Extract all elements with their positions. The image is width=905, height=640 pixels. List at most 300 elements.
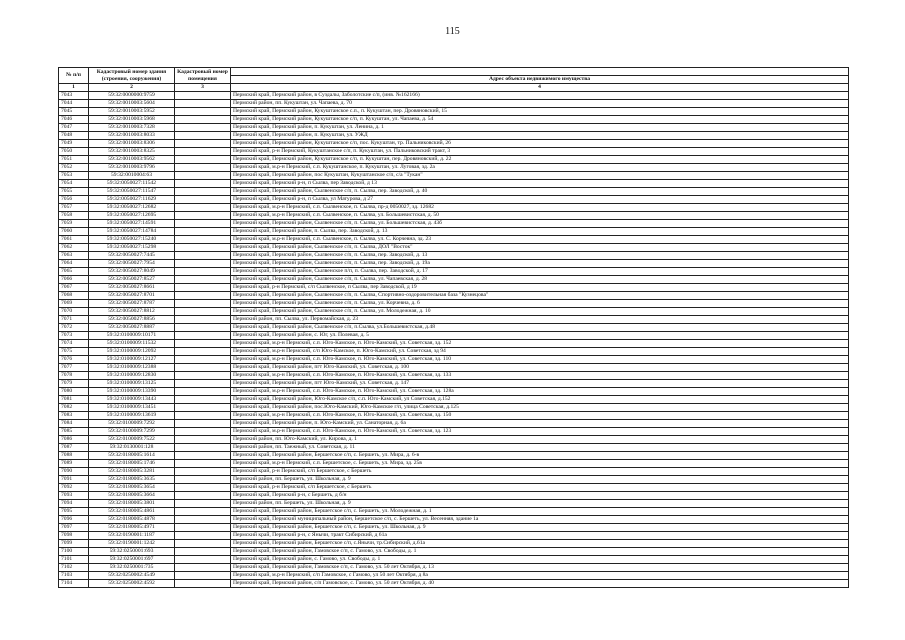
header-num: № п/п bbox=[59, 68, 89, 84]
cell-address: Пермский край, Пермский муниципальный район, Бершетское с/п, с. Бершеть, ул. Весенняя, здание 1а bbox=[231, 516, 849, 524]
table-row bbox=[59, 436, 849, 444]
cell-num: 7104 bbox=[59, 580, 89, 588]
table-row bbox=[59, 284, 849, 292]
cell-cadastral-building: 59:32:0050027:7445 bbox=[89, 252, 175, 260]
table-row bbox=[59, 532, 849, 540]
cell-cadastral-room bbox=[175, 308, 231, 316]
cell-address: Пермский край, Пермский район, Сылвенское с/п, п. Сылва, Спортивно-оздоровительная база "Кузнецова" bbox=[231, 292, 849, 300]
table-row bbox=[59, 252, 849, 260]
cell-cadastral-building: 59:32:0010003:9796 bbox=[89, 164, 175, 172]
cell-address: Пермский край, Пермский район, Кукуштанское с/п, пос. Кукуштан, тр. Пальниковский, 26 bbox=[231, 140, 849, 148]
cell-address: Пермский край, Пермский район, Сылвенское п/п, п. Сылва, пер. Заводской, д. 17 bbox=[231, 268, 849, 276]
cell-num: 7097 bbox=[59, 524, 89, 532]
table-body bbox=[59, 92, 849, 588]
cell-address: Пермский край, Пермский район, пос.Юго-Камский, Юго-Камское г/п, улица Советская, д.125 bbox=[231, 404, 849, 412]
table-row bbox=[59, 148, 849, 156]
cell-cadastral-room bbox=[175, 412, 231, 420]
cell-address: Пермский край, Пермский район, Гамовское с/п, с. Гамово, ул. 50 лет Октября, д. 13 bbox=[231, 564, 849, 572]
table-row bbox=[59, 468, 849, 476]
cell-num: 7063 bbox=[59, 252, 89, 260]
cell-num: 7055 bbox=[59, 188, 89, 196]
cell-num: 7085 bbox=[59, 428, 89, 436]
cell-cadastral-room bbox=[175, 180, 231, 188]
table-row bbox=[59, 308, 849, 316]
cell-num: 7073 bbox=[59, 332, 89, 340]
cell-num: 7080 bbox=[59, 388, 89, 396]
cell-address: Пермский край, Пермский р-н, п Сылва, ул Матурова, д 27 bbox=[231, 196, 849, 204]
table-row bbox=[59, 188, 849, 196]
cell-address: Пермский край, р-н Пермский, Кукуштанское с/п, п. Кукуштан, ул. Пальниковский тракт, 3 bbox=[231, 148, 849, 156]
table-row bbox=[59, 364, 849, 372]
cell-num: 7056 bbox=[59, 196, 89, 204]
cell-cadastral-room bbox=[175, 580, 231, 588]
table-row bbox=[59, 548, 849, 556]
cell-address: Пермский край, Пермский район, п. Юго-Камский, ул. Санаторная, д. 6а bbox=[231, 420, 849, 428]
table-row bbox=[59, 460, 849, 468]
column-number: 4 bbox=[231, 84, 849, 92]
cell-cadastral-building: 59:32:0100009:13443 bbox=[89, 396, 175, 404]
cell-num: 7092 bbox=[59, 484, 89, 492]
cell-cadastral-building: 59:32:0050027:15298 bbox=[89, 244, 175, 252]
cell-num: 7048 bbox=[59, 132, 89, 140]
cell-cadastral-building: 59:32:0100009:11532 bbox=[89, 340, 175, 348]
cell-address: Пермский край, м.р-н Пермский, с.п. Сылвенское, п. Сылва, ул. Большевистская, д. 50 bbox=[231, 212, 849, 220]
table-row bbox=[59, 476, 849, 484]
cell-address: Пермский край, Пермский район, Сылвенское с/п, п. Сылва, пер. Заводской, д. 40 bbox=[231, 188, 849, 196]
cell-address: Пермский край, Пермский район, Сылвенское с/п, п. Сылва, ул. Молодежная, д. 10 bbox=[231, 308, 849, 316]
cell-num: 7067 bbox=[59, 284, 89, 292]
cell-cadastral-room bbox=[175, 300, 231, 308]
cell-num: 7087 bbox=[59, 444, 89, 452]
cell-num: 7099 bbox=[59, 540, 89, 548]
cell-address: Пермский край, Пермский район, Кукуштанское с/п, п. Кукуштан, пер. Дровяновский, д. 22 bbox=[231, 156, 849, 164]
cell-cadastral-building: 59:32:0050027:8887 bbox=[89, 324, 175, 332]
table-row bbox=[59, 108, 849, 116]
cell-cadastral-building: 59:32:0180005:1614 bbox=[89, 452, 175, 460]
header-blank bbox=[231, 68, 849, 76]
cell-cadastral-building: 59:32:0050027:8527 bbox=[89, 276, 175, 284]
cell-cadastral-building: 59:32:0010003:5968 bbox=[89, 116, 175, 124]
cell-cadastral-building: 59:32:0250002:4592 bbox=[89, 580, 175, 588]
cell-address: Пермский край, Пермский район, Гамовское с/п, с. Гамово, ул. Свободы, д. 1 bbox=[231, 548, 849, 556]
cell-address: Пермский край, Пермский район, п. Кукуштан, ул. УЖД bbox=[231, 132, 849, 140]
cell-cadastral-room bbox=[175, 348, 231, 356]
cell-cadastral-building: 59:32:0010003:9562 bbox=[89, 156, 175, 164]
table-row bbox=[59, 124, 849, 132]
cell-cadastral-room bbox=[175, 340, 231, 348]
cell-address: Пермский край, Пермский район, Сылвенское с/п, п. Сылва, ул. Чапаевская, д. 28 bbox=[231, 276, 849, 284]
cell-address: Пермский край, Пермский район, Сылвенское с/п, п. Сылва, ул. Корчевна, д. 6 bbox=[231, 300, 849, 308]
cell-num: 7075 bbox=[59, 348, 89, 356]
cell-num: 7095 bbox=[59, 508, 89, 516]
cell-address: Пермский район, пп. Кукуштан, ул. Чапаева, д. 70 bbox=[231, 100, 849, 108]
cell-cadastral-room bbox=[175, 476, 231, 484]
cell-num: 7102 bbox=[59, 564, 89, 572]
cell-address: Пермский край, м.р-н Пермский, с.п. Бершетское, с. Бершеть, ул. Мира, зд. 25в bbox=[231, 460, 849, 468]
cell-address: Пермский район, пп. Бершеть, ул. Школьная, д. 9 bbox=[231, 476, 849, 484]
cell-cadastral-building: 59:32:0100009:12127 bbox=[89, 356, 175, 364]
property-registry-table bbox=[58, 67, 849, 588]
cell-address: Пермский район, пп. Сылва, ул. Первомайская, д. 23 bbox=[231, 316, 849, 324]
header-cadastral-room: Кадастровый номер помещения bbox=[175, 68, 231, 84]
cell-address: Пермский край, Пермский р-н, с Бершеть, д б/н bbox=[231, 492, 849, 500]
cell-cadastral-room bbox=[175, 268, 231, 276]
cell-cadastral-building: 59:32:0050027:8661 bbox=[89, 284, 175, 292]
cell-cadastral-room bbox=[175, 380, 231, 388]
cell-cadastral-room bbox=[175, 452, 231, 460]
cell-cadastral-room bbox=[175, 468, 231, 476]
cell-address: Пермский край, Пермский район, Кукуштанское с/п, п. Кукуштан, ул. Чапаева, д. 54 bbox=[231, 116, 849, 124]
cell-num: 7088 bbox=[59, 452, 89, 460]
cell-cadastral-building: 59:32:0050027:11629 bbox=[89, 196, 175, 204]
table-row bbox=[59, 140, 849, 148]
cell-num: 7070 bbox=[59, 308, 89, 316]
cell-num: 7060 bbox=[59, 228, 89, 236]
cell-num: 7086 bbox=[59, 436, 89, 444]
cell-cadastral-room bbox=[175, 396, 231, 404]
table-row bbox=[59, 508, 849, 516]
column-number: 2 bbox=[89, 84, 175, 92]
cell-address: Пермский край, м.р-н Пермский, с.п. Кукуштанское, п. Кукуштан, ул. Луговая, зд. 2а bbox=[231, 164, 849, 172]
cell-cadastral-building: 59:32:0250001:697 bbox=[89, 556, 175, 564]
cell-cadastral-building: 59:32:0100009:13390 bbox=[89, 388, 175, 396]
cell-cadastral-room bbox=[175, 460, 231, 468]
cell-address: Пермский район, пп. Бершеть, ул. Школьная, д. 9 bbox=[231, 500, 849, 508]
cell-num: 7091 bbox=[59, 476, 89, 484]
cell-cadastral-room bbox=[175, 196, 231, 204]
cell-address: Пермский край, Пермский район, Бершетское с/п, с. Бершеть, ул. Школьная, д. 9 bbox=[231, 524, 849, 532]
cell-address: Пермский край, Пермский район, Сылвенское с/п, п. Сылва, ул. Большевистская, д. 43б bbox=[231, 220, 849, 228]
table-row bbox=[59, 316, 849, 324]
cell-address: Пермский край, м.р-н Пермский, с.п. Юго-Камское, п. Юго-Камский, ул. Советская, зд. 128а bbox=[231, 388, 849, 396]
table-row bbox=[59, 268, 849, 276]
cell-num: 7081 bbox=[59, 396, 89, 404]
cell-cadastral-room bbox=[175, 252, 231, 260]
cell-cadastral-building: 59:32:0050027:8856 bbox=[89, 316, 175, 324]
table-row bbox=[59, 516, 849, 524]
cell-num: 7066 bbox=[59, 276, 89, 284]
table-row bbox=[59, 116, 849, 124]
cell-cadastral-room bbox=[175, 356, 231, 364]
cell-cadastral-building: 59:32:0010003:5952 bbox=[89, 108, 175, 116]
table-row bbox=[59, 540, 849, 548]
table-row bbox=[59, 236, 849, 244]
cell-cadastral-building: 59:32:0010004:63 bbox=[89, 172, 175, 180]
table-row bbox=[59, 300, 849, 308]
cell-cadastral-room bbox=[175, 532, 231, 540]
cell-num: 7077 bbox=[59, 364, 89, 372]
cell-address: Пермский край, Пермский район, с. Юг, ул. Полевая, д. 5 bbox=[231, 332, 849, 340]
cell-cadastral-building: 59:32:0190001:1187 bbox=[89, 532, 175, 540]
table-row bbox=[59, 556, 849, 564]
cell-num: 7094 bbox=[59, 500, 89, 508]
cell-address: Пермский край, Пермский район, п. Сылва, пер. Заводской, д. 13 bbox=[231, 228, 849, 236]
cell-cadastral-room bbox=[175, 172, 231, 180]
cell-cadastral-building: 59:32:0180005:3281 bbox=[89, 468, 175, 476]
cell-num: 7079 bbox=[59, 380, 89, 388]
cell-cadastral-building: 59:32:0100009:10171 bbox=[89, 332, 175, 340]
cell-cadastral-building: 59:32:0100009:12092 bbox=[89, 348, 175, 356]
cell-cadastral-room bbox=[175, 404, 231, 412]
cell-cadastral-building: 59:32:0100009:12388 bbox=[89, 364, 175, 372]
cell-cadastral-room bbox=[175, 140, 231, 148]
cell-cadastral-building: 59:32:0010003:8033 bbox=[89, 132, 175, 140]
table-row bbox=[59, 332, 849, 340]
cell-num: 7083 bbox=[59, 412, 89, 420]
cell-num: 7064 bbox=[59, 260, 89, 268]
cell-cadastral-room bbox=[175, 212, 231, 220]
cell-address: Пермский край, Пермский район, с. Гамово, ул. Свободы, д. 1 bbox=[231, 556, 849, 564]
cell-cadastral-room bbox=[175, 572, 231, 580]
cell-cadastral-building: 59:32:0050027:8049 bbox=[89, 268, 175, 276]
cell-cadastral-building: 59:32:0050027:11542 bbox=[89, 180, 175, 188]
cell-cadastral-room bbox=[175, 500, 231, 508]
cell-address: Пермский край, м.р-н Пермский, с.п. Юго-Камское, п. Юго-Камский, ул. Советская, зд. 123 bbox=[231, 428, 849, 436]
cell-cadastral-building: 59:32:0180005:1746 bbox=[89, 460, 175, 468]
cell-cadastral-building: 59:32:0100009:13619 bbox=[89, 412, 175, 420]
cell-cadastral-building: 59:32:0250002:4549 bbox=[89, 572, 175, 580]
cell-cadastral-building: 59:32:0100009:7522 bbox=[89, 436, 175, 444]
cell-address: Пермский район, пп. Юго-Камский, ул. Кирова, д. 1 bbox=[231, 436, 849, 444]
cell-cadastral-room bbox=[175, 548, 231, 556]
cell-address: Пермский край, Пермский район, Юго-Камское с/п, с.п. Юго-Камский, ул Советская, д.152 bbox=[231, 396, 849, 404]
table-row bbox=[59, 92, 849, 100]
table-row bbox=[59, 212, 849, 220]
cell-cadastral-building: 59:32:0130001:128 bbox=[89, 444, 175, 452]
cell-address: Пермский край, Пермский р-н, п Сылва, пер Заводской, д 13 bbox=[231, 180, 849, 188]
table-row bbox=[59, 292, 849, 300]
cell-address: Пермский край, р-н Пермский, с/п Сылвенское, п Сылва, пер Заводской, д 19 bbox=[231, 284, 849, 292]
cell-cadastral-room bbox=[175, 420, 231, 428]
cell-cadastral-building: 59:32:0050027:8701 bbox=[89, 292, 175, 300]
cell-address: Пермский край, Пермский район, Бершетское с/п, с. Бершеть, ул. Молодежная, д. 1 bbox=[231, 508, 849, 516]
table-row bbox=[59, 388, 849, 396]
cell-cadastral-building: 59:32:0180005:3664 bbox=[89, 492, 175, 500]
cell-cadastral-room bbox=[175, 372, 231, 380]
cell-cadastral-room bbox=[175, 100, 231, 108]
cell-cadastral-building: 59:32:0180005:3654 bbox=[89, 484, 175, 492]
table-row bbox=[59, 372, 849, 380]
cell-num: 7061 bbox=[59, 236, 89, 244]
cell-num: 7090 bbox=[59, 468, 89, 476]
cell-num: 7051 bbox=[59, 156, 89, 164]
table-row bbox=[59, 132, 849, 140]
cell-cadastral-building: 59:32:0010003:8325 bbox=[89, 148, 175, 156]
cell-cadastral-building: 59:32:0180005:4861 bbox=[89, 508, 175, 516]
cell-num: 7096 bbox=[59, 516, 89, 524]
cell-num: 7103 bbox=[59, 572, 89, 580]
table-row bbox=[59, 324, 849, 332]
table-row bbox=[59, 276, 849, 284]
cell-cadastral-room bbox=[175, 204, 231, 212]
cell-cadastral-building: 59:32:0100009:12830 bbox=[89, 372, 175, 380]
table-row bbox=[59, 500, 849, 508]
cell-cadastral-room bbox=[175, 260, 231, 268]
cell-num: 7065 bbox=[59, 268, 89, 276]
cell-cadastral-room bbox=[175, 540, 231, 548]
cell-cadastral-room bbox=[175, 124, 231, 132]
cell-cadastral-building: 59:32:0050027:14784 bbox=[89, 228, 175, 236]
table-row bbox=[59, 228, 849, 236]
table-row bbox=[59, 428, 849, 436]
cell-address: Пермский район, пп. Таежный, ул. Советская, д. 11 bbox=[231, 444, 849, 452]
cell-address: Пермский край, Пермский район, Бершетское с/п, с. Бершеть, ул. Мира, д. 6-в bbox=[231, 452, 849, 460]
cell-address: Пермский край, Пермский район, Сылвенское с/п, п. Сылва, пер. Заводской, д. 13 bbox=[231, 252, 849, 260]
table-row bbox=[59, 340, 849, 348]
cell-cadastral-room bbox=[175, 156, 231, 164]
cell-cadastral-room bbox=[175, 148, 231, 156]
cell-cadastral-building: 59:32:0050027:8812 bbox=[89, 308, 175, 316]
cell-cadastral-room bbox=[175, 508, 231, 516]
table-row bbox=[59, 564, 849, 572]
cell-cadastral-building: 59:32:0190001:1242 bbox=[89, 540, 175, 548]
table-row bbox=[59, 380, 849, 388]
cell-num: 7059 bbox=[59, 220, 89, 228]
cell-num: 7044 bbox=[59, 100, 89, 108]
cell-address: Пермский край, Пермский район, пос Кукуштан, Кукуштанское с/п, с/а "Тукан" bbox=[231, 172, 849, 180]
header-address: Адрес объекта недвижимого имущества bbox=[231, 76, 849, 84]
cell-cadastral-room bbox=[175, 164, 231, 172]
cell-num: 7100 bbox=[59, 548, 89, 556]
cell-address: Пермский край, м.р-н Пермский, с/п Юго-Камское, п. Юго-Камский, ул. Советская, зд 94 bbox=[231, 348, 849, 356]
column-number: 1 bbox=[59, 84, 89, 92]
cell-num: 7050 bbox=[59, 148, 89, 156]
table-row bbox=[59, 412, 849, 420]
cell-cadastral-room bbox=[175, 492, 231, 500]
table-row bbox=[59, 348, 849, 356]
cell-address: Пермский край, Пермский район, пгт Юго-Камский, ул. Советская, д. 147 bbox=[231, 380, 849, 388]
cell-num: 7084 bbox=[59, 420, 89, 428]
cell-cadastral-building: 59:32:0100009:7299 bbox=[89, 428, 175, 436]
cell-cadastral-room bbox=[175, 284, 231, 292]
cell-address: Пермский край, м.р-н Пермский, с.п. Юго-Камское, п. Юго-Камский, ул. Советская, зд. 152 bbox=[231, 340, 849, 348]
table-row bbox=[59, 172, 849, 180]
cell-cadastral-building: 59:32:0250001:693 bbox=[89, 548, 175, 556]
table-row bbox=[59, 196, 849, 204]
cell-cadastral-room bbox=[175, 236, 231, 244]
cell-num: 7043 bbox=[59, 92, 89, 100]
table-row bbox=[59, 524, 849, 532]
table-row bbox=[59, 444, 849, 452]
cell-num: 7062 bbox=[59, 244, 89, 252]
cell-cadastral-room bbox=[175, 228, 231, 236]
cell-address: Пермский край, Пермский район, Сылвенское с/п, п.Сылва, ул.Большевистская, д.48 bbox=[231, 324, 849, 332]
cell-cadastral-building: 59:32:0100009:13125 bbox=[89, 380, 175, 388]
cell-cadastral-building: 59:32:0050027:12695 bbox=[89, 212, 175, 220]
header-cadastral-building: Кадастровый номер здания (строения, сооружения) bbox=[89, 68, 175, 84]
cell-address: Пермский край, м.р-н Пермский, с.п. Сылвенское, п. Сылва, пр-д 0050027, зд. 12682 bbox=[231, 204, 849, 212]
cell-cadastral-room bbox=[175, 484, 231, 492]
cell-num: 7046 bbox=[59, 116, 89, 124]
cell-cadastral-building: 59:32:0010003:7328 bbox=[89, 124, 175, 132]
table-row bbox=[59, 572, 849, 580]
cell-cadastral-room bbox=[175, 388, 231, 396]
cell-num: 7058 bbox=[59, 212, 89, 220]
cell-cadastral-room bbox=[175, 292, 231, 300]
cell-num: 7093 bbox=[59, 492, 89, 500]
table-row bbox=[59, 356, 849, 364]
table-row bbox=[59, 100, 849, 108]
cell-cadastral-room bbox=[175, 364, 231, 372]
cell-address: Пермский край, Пермский район, п. Кукуштан, ул. Ленина, д. 1 bbox=[231, 124, 849, 132]
table-row bbox=[59, 452, 849, 460]
table-row bbox=[59, 156, 849, 164]
cell-num: 7068 bbox=[59, 292, 89, 300]
cell-num: 7074 bbox=[59, 340, 89, 348]
cell-cadastral-building: 59:32:0250001:735 bbox=[89, 564, 175, 572]
cell-address: Пермский край, м.р-н Пермский, с.п. Юго-Камское, п. Юго-Камский, ул. Советская, зд. 133 bbox=[231, 372, 849, 380]
cell-address: Пермский край, Пермский район, Сылвенское с/п, п. Сылва, пер. Заводской, д. 19а bbox=[231, 260, 849, 268]
table-row bbox=[59, 244, 849, 252]
cell-address: Пермский край, р-н Пермский, с/п Бершетское, с Бершеть bbox=[231, 468, 849, 476]
cell-cadastral-room bbox=[175, 188, 231, 196]
cell-cadastral-building: 59:32:0000000:9759 bbox=[89, 92, 175, 100]
cell-cadastral-room bbox=[175, 524, 231, 532]
cell-num: 7045 bbox=[59, 108, 89, 116]
cell-num: 7069 bbox=[59, 300, 89, 308]
cell-cadastral-building: 59:32:0100009:7292 bbox=[89, 420, 175, 428]
cell-cadastral-room bbox=[175, 276, 231, 284]
table-row bbox=[59, 204, 849, 212]
cell-cadastral-building: 59:32:0050027:12682 bbox=[89, 204, 175, 212]
column-number: 3 bbox=[175, 84, 231, 92]
cell-address: Пермский край, р-н Пермский, с/п Бершетское, с Бершеть bbox=[231, 484, 849, 492]
table-row bbox=[59, 420, 849, 428]
cell-num: 7053 bbox=[59, 172, 89, 180]
table-row bbox=[59, 164, 849, 172]
cell-num: 7082 bbox=[59, 404, 89, 412]
cell-num: 7089 bbox=[59, 460, 89, 468]
table-row bbox=[59, 492, 849, 500]
cell-address: Пермский край, Пермский район, Кукуштанское с.п., п. Кукуштан, пер. Дровяновский, 15 bbox=[231, 108, 849, 116]
cell-address: Пермский край, м.р-н Пермский, с/п Гамовское, с Гамово, ул 50 лет Октября, д 8а bbox=[231, 572, 849, 580]
cell-num: 7078 bbox=[59, 372, 89, 380]
cell-cadastral-room bbox=[175, 220, 231, 228]
cell-cadastral-room bbox=[175, 516, 231, 524]
cell-cadastral-room bbox=[175, 444, 231, 452]
cell-address: Пермский край, Пермский район, Бершетское с/п, с.Янычи, тр.Сибирский, д.61а bbox=[231, 540, 849, 548]
cell-num: 7076 bbox=[59, 356, 89, 364]
cell-num: 7057 bbox=[59, 204, 89, 212]
cell-num: 7047 bbox=[59, 124, 89, 132]
cell-cadastral-room bbox=[175, 428, 231, 436]
cell-cadastral-room bbox=[175, 244, 231, 252]
cell-cadastral-room bbox=[175, 436, 231, 444]
cell-cadastral-building: 59:32:0010003:8306 bbox=[89, 140, 175, 148]
page-number: 115 bbox=[445, 26, 460, 37]
cell-num: 7101 bbox=[59, 556, 89, 564]
cell-cadastral-building: 59:32:0050027:11547 bbox=[89, 188, 175, 196]
cell-address: Пермский край, м.р-н Пермский, с.п. Юго-Камское, п. Юго-Камский, ул. Советская, зд. 150 bbox=[231, 412, 849, 420]
cell-cadastral-room bbox=[175, 564, 231, 572]
table-row bbox=[59, 180, 849, 188]
cell-num: 7071 bbox=[59, 316, 89, 324]
cell-cadastral-room bbox=[175, 324, 231, 332]
cell-cadastral-building: 59:32:0180005:3801 bbox=[89, 500, 175, 508]
cell-address: Пермский край, Пермский район, в Суздалы, Заболотские с/п, (инв. №162166) bbox=[231, 92, 849, 100]
cell-cadastral-building: 59:32:0180005:4971 bbox=[89, 524, 175, 532]
cell-address: Пермский край, м.р-н Пермский, с.п. Юго-Камское, п. Юго-Камский, ул. Советская, зд. 110 bbox=[231, 356, 849, 364]
cell-cadastral-building: 59:32:0050027:15240 bbox=[89, 236, 175, 244]
cell-cadastral-building: 59:32:0010003:5604 bbox=[89, 100, 175, 108]
cell-cadastral-room bbox=[175, 108, 231, 116]
cell-address: Пермский край, м.р-н Пермский, с.п. Сылвенское, п. Сылва, ул. С. Корчевна, зд. 23 bbox=[231, 236, 849, 244]
cell-address: Пермский край, Пермский район, пгт Юго-Камский, ул. Советская, д. 100 bbox=[231, 364, 849, 372]
table-row bbox=[59, 220, 849, 228]
table-row bbox=[59, 260, 849, 268]
cell-num: 7054 bbox=[59, 180, 89, 188]
cell-num: 7049 bbox=[59, 140, 89, 148]
